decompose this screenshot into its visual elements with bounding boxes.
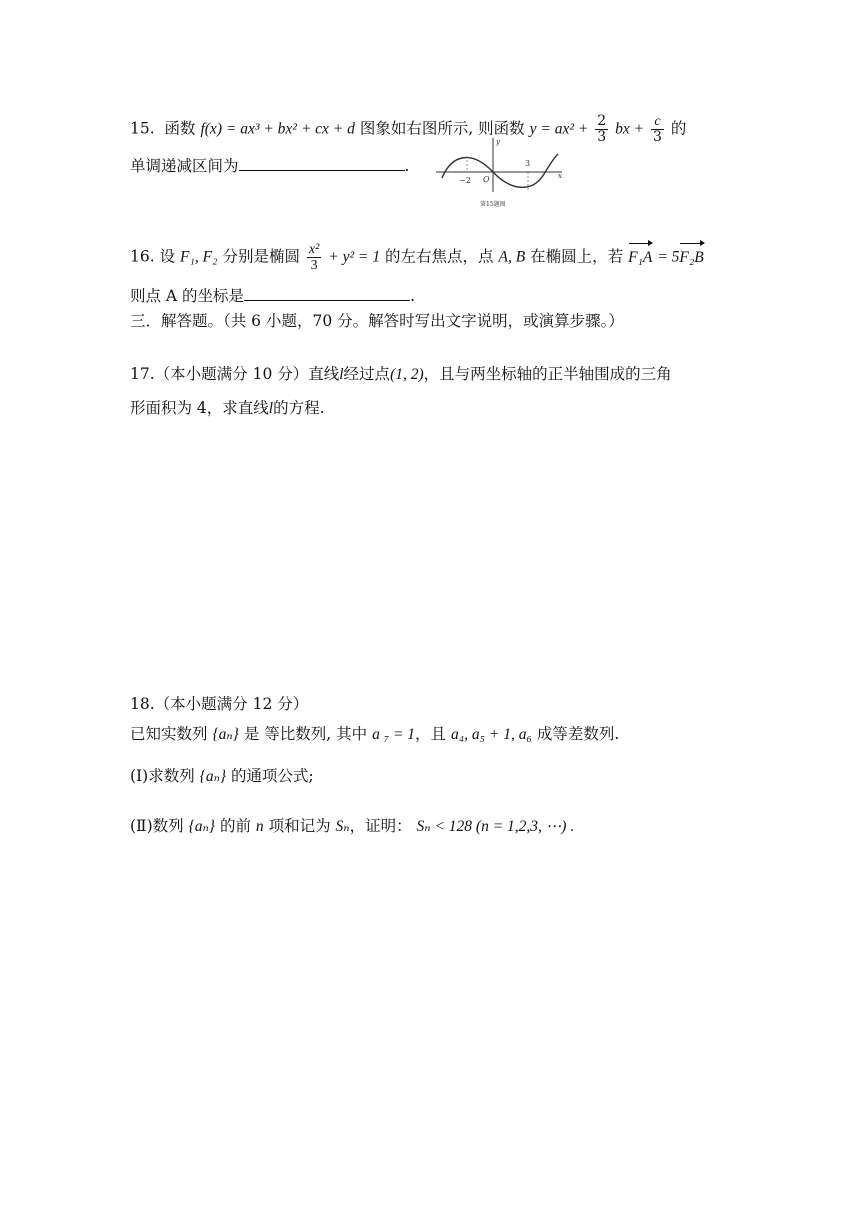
q15-frac1-den: 3	[597, 129, 607, 145]
q18-part2-c: 项和记为	[268, 817, 331, 835]
q16-mid2: 的左右焦点，点	[385, 247, 494, 266]
q17-line1-b: 经过点	[343, 365, 391, 383]
q15-frac2-num: c	[651, 114, 664, 130]
q15-graph	[432, 134, 568, 212]
q16-line2	[130, 284, 415, 308]
q15-line2-text: 单调递减区间为	[130, 157, 239, 175]
q17-line1	[130, 362, 672, 387]
q18-line1-a: 已知实数列	[130, 725, 208, 743]
q15-bx: bx +	[615, 120, 645, 138]
q18-part2	[130, 814, 574, 839]
q15-func: f(x) = ax³ + bx² + cx + d	[200, 120, 355, 138]
q16-number: 16.	[130, 247, 155, 266]
q17-line2	[130, 396, 325, 421]
q18-n: n	[255, 818, 264, 835]
q15-graph-y-label: y	[496, 138, 500, 146]
q16-answer-blank[interactable]	[244, 284, 410, 301]
q15-mid: 图象如右图所示, 则函数	[359, 119, 525, 138]
q15-frac2	[651, 114, 664, 145]
q18-line1-c: ，且	[415, 725, 447, 743]
q16-foci: F₁, F₂	[180, 248, 218, 266]
q18-line1-d: 成等差数列.	[536, 725, 620, 743]
q17-line1-a: 17.（本小题满分 10 分）直线	[130, 365, 340, 383]
q15-line2	[130, 154, 409, 178]
q16-frac-den: 3	[310, 258, 318, 273]
q15-number: 15.	[130, 119, 155, 138]
q15-answer-blank[interactable]	[239, 154, 405, 171]
q16-lead: 设	[159, 247, 176, 266]
q16-points: A, B	[498, 248, 526, 266]
q16-period: .	[410, 287, 415, 305]
q15-tail: 的	[670, 119, 687, 138]
q17-l2: l	[268, 400, 274, 417]
q18-ineq: Sₙ < 128 (n = 1,2,3, ⋯) .	[416, 818, 575, 835]
q15-graph-tick-pos: 3	[525, 159, 531, 168]
q18-part2-b: 的前	[219, 817, 251, 835]
q18-part1	[130, 764, 314, 789]
q18-line1	[130, 722, 619, 747]
q15-graph-x-label: x	[558, 172, 562, 180]
q16-equals: = 5	[657, 248, 680, 266]
section3-heading: 三．解答题。（共 6 小题，70 分。解答时写出文字说明，或演算步骤。）	[130, 312, 624, 330]
q18-part1-a: (Ⅰ)求数列	[130, 767, 195, 785]
q15-y-part: y = ax² +	[529, 120, 589, 138]
q15-frac1	[595, 114, 608, 145]
q18-part1-b: 的通项公式;	[231, 767, 314, 785]
q17-line2-b: 的方程.	[273, 399, 325, 417]
q18-terms: a₄, a₅ + 1, a₆	[451, 726, 532, 743]
q17-line1-c: ，且与两坐标轴的正半轴围成的三角	[423, 365, 672, 383]
q16-vec-left: F₁A	[628, 246, 652, 270]
q16-eq: + y² = 1	[328, 248, 381, 266]
q16-frac-num: x²	[308, 242, 320, 257]
q18-part2-a: (Ⅱ)数列	[130, 817, 184, 835]
q15-lead: 函数	[164, 119, 196, 138]
q15-frac1-num: 2	[597, 113, 607, 129]
q16-mid: 分别是椭圆	[222, 247, 300, 266]
q18-a7: a ₇ = 1	[372, 726, 416, 743]
q18-Sn: Sₙ	[335, 818, 350, 835]
q15-graph-origin-label: O	[483, 175, 490, 184]
q17-line2-a: 形面积为 4，求直线	[130, 399, 269, 417]
q15-frac2-den: 3	[653, 129, 662, 145]
q18-part2-seq: {aₙ}	[188, 818, 216, 835]
q18-line1-b: 是 等比数列, 其中	[243, 725, 368, 743]
q17-l: l	[339, 366, 344, 383]
q16-mid3: 在椭圆上，若	[530, 247, 624, 266]
q16-line1	[130, 242, 704, 273]
q16-line2-text: 则点 A 的坐标是	[130, 287, 245, 305]
q15-graph-tick-neg: −2	[459, 176, 471, 185]
q18-part2-d: ，证明：	[349, 817, 412, 835]
q16-vec-right: F₂B	[679, 246, 703, 270]
q15-graph-caption: 第15题图	[480, 201, 506, 208]
q18-seq: {aₙ}	[212, 726, 239, 743]
q18-header: 18.（本小题满分 12 分）	[130, 695, 309, 713]
q15-line1	[130, 114, 686, 145]
q18-part1-seq: {aₙ}	[199, 768, 227, 785]
q17-point: (1, 2)	[390, 366, 424, 383]
q15-period: .	[404, 157, 410, 175]
q16-frac	[307, 242, 321, 273]
